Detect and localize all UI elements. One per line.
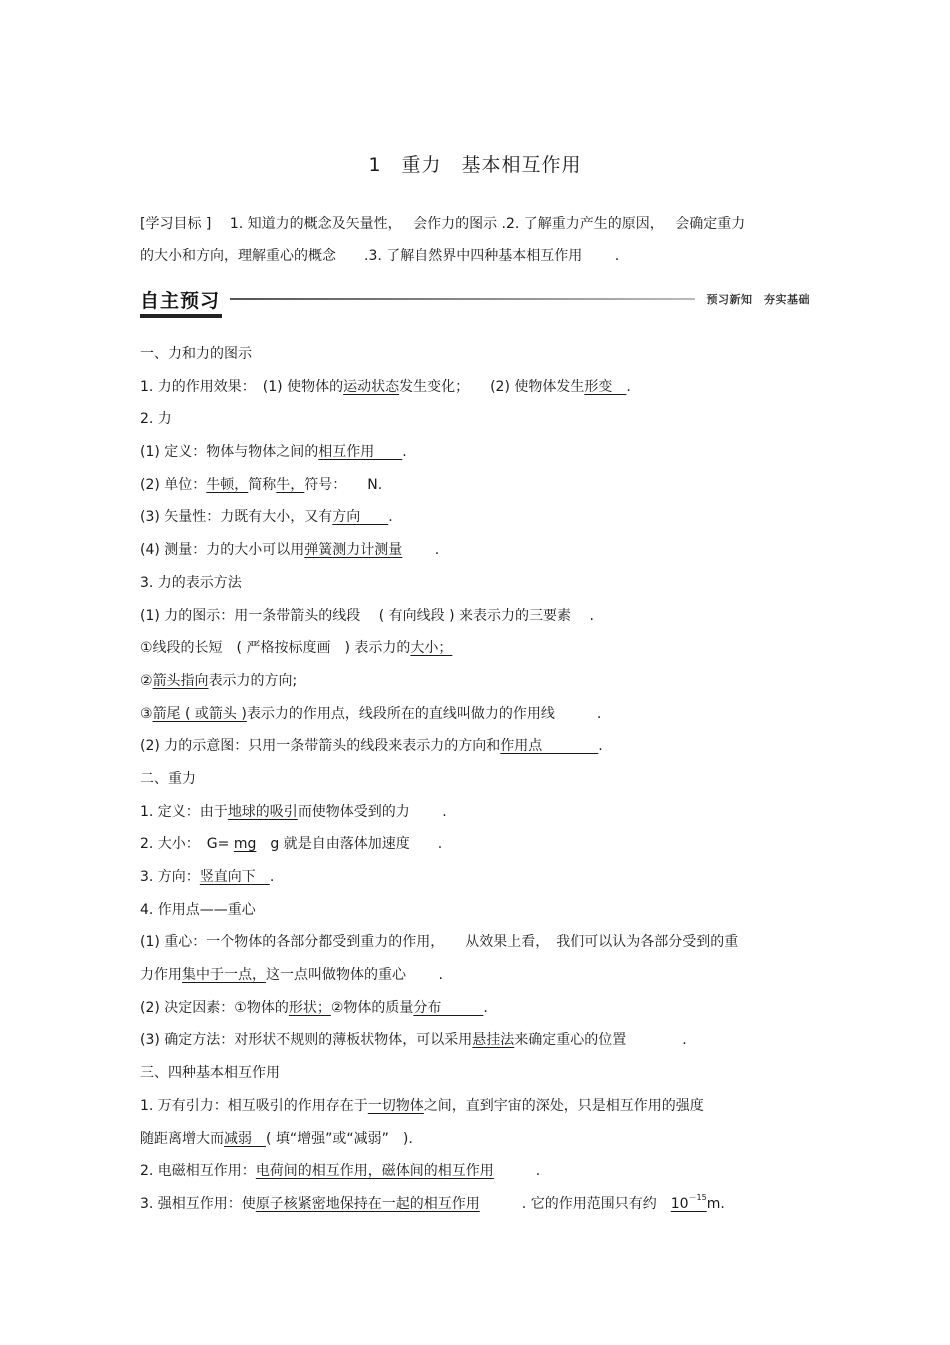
text: 1. 力的作用效果： (1) 使物体的 [140,378,344,395]
page-title: 1 重力 基本相互作用 [368,154,582,176]
text: . [493,1163,541,1180]
objectives-line-2: 的大小和方向，理解重心的概念 .3. 了解自然界中四种基本相互作用 . [140,248,620,264]
answer-blank: 原子核紧密地保持在一起的相互作用 [255,1195,480,1212]
heading-3: 三、四种基本相互作用 [140,1065,280,1082]
text: ②物体的质量 [330,999,414,1016]
text-line [140,992,820,1025]
text: 1. 定义：由于 [140,803,228,820]
section-header [140,286,810,322]
text: 这一点叫做物体的重心 . [266,967,443,984]
text: ③ [140,705,153,722]
text: 之间，直到宇宙的深处，只是相互作用的强度 [423,1097,704,1114]
text: 发生变化； (2) 使物体发生 [399,378,585,395]
text-line: (1) 力的图示：用一条带箭头的线段 ( 有向线段 ) 来表示力的三要素 . [140,607,594,624]
text-line: 2. 力 [140,411,172,428]
text: 简称 [248,476,277,493]
text: . [402,444,407,461]
text: . [402,542,440,559]
text-line [140,436,820,469]
text: 3. 强相互作用：使 [140,1195,256,1212]
text: m. [706,1195,725,1212]
answer-blank: 悬挂法 [472,1032,515,1049]
text: (3) 确定方法：对形状不规则的薄板状物体，可以采用 [140,1032,473,1049]
text: g 就是自由落体加速度 . [256,836,443,853]
answer-blank: 方向 [332,509,389,526]
text: 3. 方向： [140,869,200,885]
answer-blank: 减弱 [224,1130,266,1147]
section-label: 自主预习 [140,290,221,312]
text: . [388,509,393,526]
section-tag: 预习新知 夯实基础 [706,293,810,306]
answer-blank: 电荷间的相互作用，磁体间的相互作用 [255,1163,494,1180]
text: . [269,869,275,885]
text-line: (1) 重心：一个物体的各部分都受到重力的作用， 从效果上看， 我们可以认为各部分受到的重 [140,934,739,951]
text-line [140,1024,820,1057]
text: . 它的作用范围只有约 [479,1195,671,1212]
heading-2: 二、重力 [140,770,196,787]
answer-blank: 作用点 [500,738,599,755]
section-label-bar [140,314,222,318]
answer-blank: 分布 [413,999,484,1016]
text-line [140,501,820,534]
answer-blank [670,1192,707,1212]
text: 力作用 [140,967,182,984]
text-line [140,632,820,665]
text-line [140,861,820,894]
text: (2) 决定因素：①物体的 [140,999,289,1016]
answer-blank: 大小； [410,640,453,657]
answer-blank: 箭尾 ( 或箭头 ) [152,705,247,722]
answer-blank: 箭头指向 [152,672,209,689]
text-line [140,534,820,567]
text-line [140,796,820,829]
answer-blank: 竖直向下 [199,869,270,885]
answer-blank: 弹簧测力计测量 [304,542,403,559]
text: ② [140,672,153,689]
exponent: －15 [688,1192,707,1202]
text: . [483,999,488,1016]
text: 2. 电磁相互作用： [140,1163,256,1180]
text-line [140,828,820,861]
section-divider [230,298,695,300]
text: (3) 矢量性：力既有大小，又有 [140,509,333,526]
text-line [140,1090,820,1123]
text-line [140,730,820,763]
text-line: 3. 力的表示方法 [140,574,242,591]
answer-blank: 牛顿， [206,476,249,493]
text-line [140,959,820,992]
learning-objectives [140,208,815,272]
answer-blank: 运动状态 [343,378,400,395]
text: (1) 定义：物体与物体之间的 [140,444,319,461]
content-body [140,338,820,1221]
text-line [140,469,820,502]
text: ①线段的长短 ( 严格按标度画 ) 表示力的 [140,640,411,657]
text-line [140,1188,820,1221]
text-line [140,1155,820,1188]
text-line: 4. 作用点——重心 [140,901,256,918]
text: 表示力的方向; [208,672,298,689]
text: . [598,738,603,755]
answer-blank: 集中于一点， [182,967,266,984]
text-line [140,1123,820,1156]
text: (4) 测量：力的大小可以用 [140,542,305,559]
text: 而使物体受到的力 . [297,803,447,820]
answer-blank: 牛， [276,476,305,493]
objectives-line-1: [学习目标 ] 1. 知道力的概念及矢量性， 会作力的图示 .2. 了解重力产生的原因， 会确定重力 [140,216,746,232]
text: (2) 单位： [140,476,207,493]
answer-blank: 相互作用 [318,444,403,461]
text-line [140,371,820,404]
heading-1: 一、力和力的图示 [140,346,252,362]
text: 1. 万有引力：相互吸引的作用存在于 [140,1097,368,1114]
answer-blank: 形状； [288,999,331,1016]
answer-blank: 一切物体 [367,1097,424,1114]
text: ( 填“增强”或“减弱” ). [266,1130,413,1147]
text-line [140,698,820,731]
text-line [140,665,820,698]
exponent-base: 10 [670,1195,689,1212]
text: 随距离增大而 [140,1130,224,1147]
text: 符号： N. [304,476,383,493]
answer-blank: 形变 [584,378,627,395]
text: (2) 力的示意图：只用一条带箭头的线段来表示力的方向和 [140,738,501,755]
text: 来确定重心的位置 . [514,1032,687,1049]
answer-blank: 地球的吸引 [227,803,298,820]
text: . [626,378,631,395]
text: 表示力的作用点，线段所在的直线叫做力的作用线 . [246,705,602,722]
answer-blank: mg [233,836,257,853]
text: 2. 大小： G= [140,836,234,853]
